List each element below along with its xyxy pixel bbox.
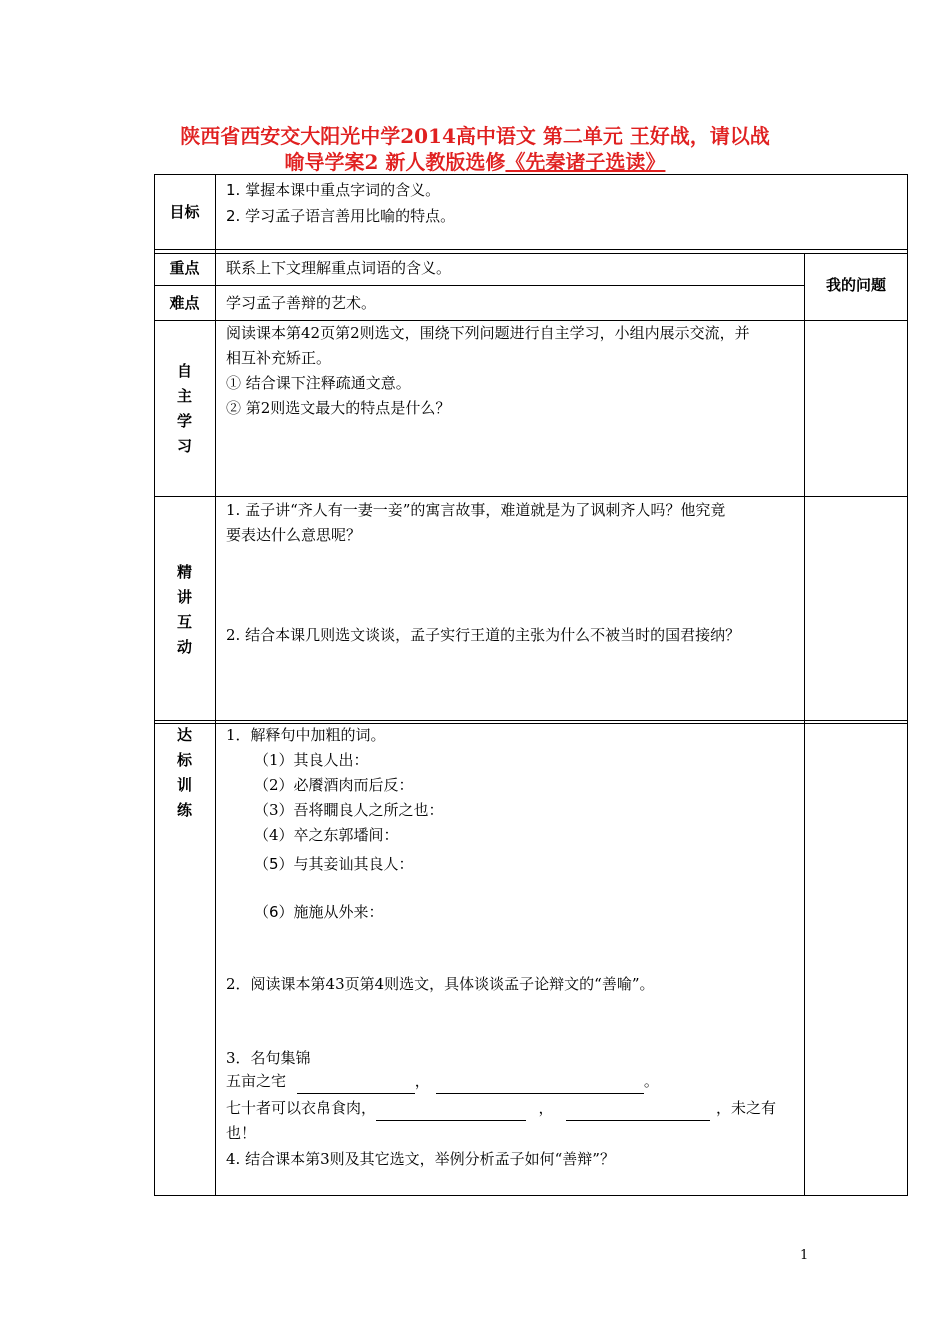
- difficulty-text: 学习孟子善辩的艺术。: [226, 294, 377, 312]
- training-q1-item-1: （1）其良人出：: [254, 751, 369, 769]
- training-q1-item-6: （6）施施从外来：: [254, 903, 384, 921]
- keypoint-text: 联系上下文理解重点词语的含义。: [226, 259, 452, 277]
- training-q1-item-4: （4）卒之东郭墦间：: [254, 826, 399, 844]
- keypoint-label: 重点: [169, 259, 200, 277]
- goal-item-1: 1. 掌握本课中重点字词的含义。: [226, 181, 441, 199]
- interaction-q1-line1: 1. 孟子讲“齐人有一妻一妾”的寓言故事，难道就是为了讽刺齐人吗？他究竟: [226, 501, 726, 519]
- interaction-label: 精 讲 互 动: [176, 563, 192, 656]
- training-q1-title: 1．解释句中加粗的词。: [226, 726, 386, 744]
- self-study-line-1: 阅读课本第42页第2则选文，围绕下列问题进行自主学习，小组内展示交流，并: [226, 324, 750, 342]
- training-q1-item-3: （3）吾将瞯良人之所之也：: [254, 801, 444, 819]
- my-questions-header: 我的问题: [825, 276, 886, 294]
- self-study-line-3: ① 结合课下注释疏通文意。: [226, 374, 411, 392]
- training-q1-item-5: （5）与其妾讪其良人：: [254, 855, 414, 873]
- study-guide-table: [154, 174, 908, 1196]
- training-label: 达 标 训 练: [176, 726, 192, 819]
- title-part-a: 喻导学案2 新人教版选修: [284, 150, 506, 174]
- training-q1-item-2: （2）必餍酒肉而后反：: [254, 776, 414, 794]
- training-q2: 2．阅读课本第43页第4则选文，具体谈谈孟子论辩文的“善喻”。: [226, 975, 655, 993]
- self-study-label: 自 主 学 习: [176, 362, 192, 455]
- training-q3-line1: 五亩之宅 ， 。: [226, 1069, 659, 1094]
- interaction-q2: 2. 结合本课几则选文谈谈，孟子实行王道的主张为什么不被当时的国君接纳？: [226, 626, 741, 644]
- goal-label: 目标: [169, 203, 200, 221]
- goal-item-2: 2. 学习孟子语言善用比喻的特点。: [226, 207, 456, 225]
- self-study-line-4: ② 第2则选文最大的特点是什么？: [226, 399, 451, 417]
- training-q4: 4. 结合课本第3则及其它选文，举例分析孟子如何“善辩”？: [226, 1150, 615, 1168]
- self-study-line-2: 相互补充矫正。: [226, 349, 332, 367]
- difficulty-label: 难点: [169, 294, 200, 312]
- title-part-b: 《先秦诸子选读》: [505, 150, 666, 174]
- document-title-line2: [0, 148, 950, 176]
- training-q3-line2: 七十者可以衣帛食肉， ， ，未之有: [226, 1096, 776, 1121]
- document-title-line1: 陕西省西安交大阳光中学2014高中语文 第二单元 王好战，请以战: [180, 124, 770, 148]
- training-q3-line3: 也！: [226, 1124, 257, 1142]
- training-q3-title: 3．名句集锦: [226, 1049, 311, 1067]
- interaction-q1-line2: 要表达什么意思呢？: [226, 526, 362, 544]
- page-number: 1: [800, 1248, 809, 1263]
